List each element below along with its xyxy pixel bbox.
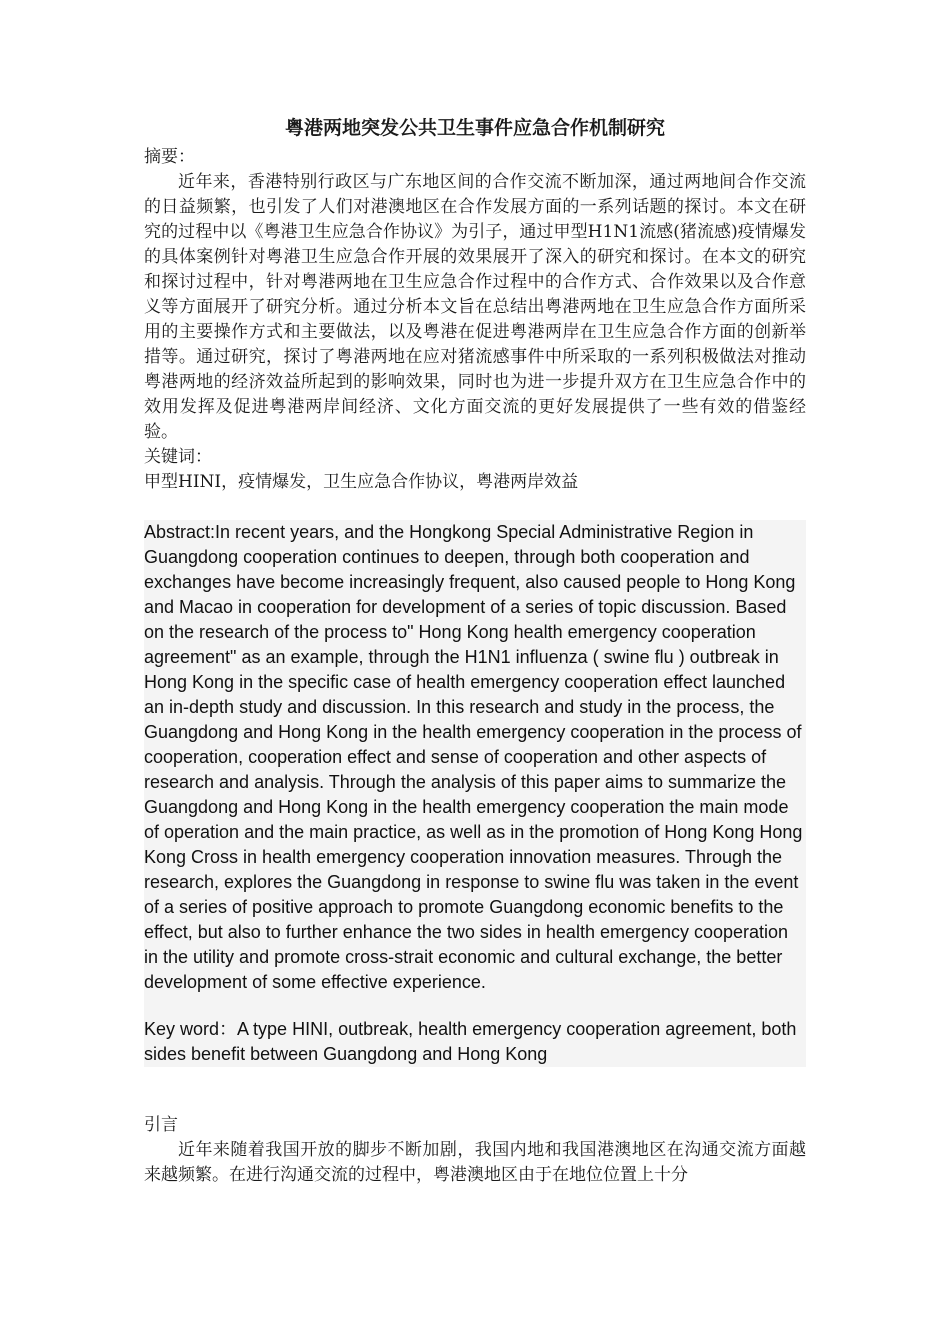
keywords-en-paragraph: Key word：A type HINI, outbreak, health emergency cooperation agreement, both sides benefit between Guangdong and Hong Kong	[144, 1019, 797, 1064]
abstract-cn-paragraph: 近年来，香港特别行政区与广东地区间的合作交流不断加深，通过两地间合作交流的日益频繁，也引发了人们对港澳地区在合作发展方面的一系列话题的探讨。本文在研究的过程中以《粤港卫生应急合作协议》为引子，通过甲型H1N1流感(猪流感)疫情爆发的具体案例针对粤港卫生应急合作开展的效果展开了深入的研究和探讨。在本文的研究和探讨过程中，针对粤港两地在卫生应急合作过程中的合作方式、合作效果以及合作意义等方面展开了研究分析。通过分析本文旨在总结出粤港两地在卫生应急合作方面所采用的主要操作方式和主要做法，以及粤港在促进粤港两岸在卫生应急合作方面的创新举措等。通过研究，探讨了粤港两地在应对猪流感事件中所采取的一系列积极做法对推动粤港两地的经济效益所起到的影响效果，同时也为进一步提升双方在卫生应急合作中的效用发挥及促进粤港两岸间经济、文化方面交流的更好发展提供了一些有效的借鉴经验。	[144, 172, 806, 442]
intro-heading: 引言	[144, 1115, 178, 1135]
document-title: 粤港两地突发公共卫生事件应急合作机制研究	[284, 117, 665, 139]
abstract-cn-label: 摘要：	[144, 147, 195, 167]
keywords-cn-label: 关键词：	[144, 447, 212, 467]
abstract-en-paragraph: Abstract:In recent years, and the Hongkong Special Administrative Region in Guangdong cooperation continues to deepen, through both cooperation and exchanges have become increasingly frequent, also caused people to Hong Kong and Macao in cooperation for development of a series of topic discussion. Based on the research of the process to" Hong Kong health emergency cooperation agreement" as an example, through the H1N1 influenza ( swine flu ) outbreak in Hong Kong in the specific case of health emergency cooperation effect launched an in-depth study and discussion. In this research and study in the process, the Guangdong and Hong Kong in the health emergency cooperation in the process of cooperation, cooperation effect and sense of cooperation and other aspects of research and analysis. Through the analysis of this paper aims to summarize the Guangdong and Hong Kong in the health emergency cooperation the main mode of operation and the main practice, as well as in the promotion of Hong Kong Hong Kong Cross in health emergency cooperation innovation measures. Through the research, explores the Guangdong in response to swine flu was taken in the event of a series of positive approach to promote Guangdong economic benefits to the effect, but also to further enhance the two sides in health emergency cooperation in the utility and promote cross-strait economic and cultural exchange, the better development of some effective experience.	[144, 522, 803, 992]
paragraph-spacer	[144, 995, 806, 1017]
abstract-en-section	[144, 520, 806, 1067]
document-page	[144, 111, 806, 1188]
intro-paragraph: 近年来随着我国开放的脚步不断加剧，我国内地和我国港澳地区在沟通交流方面越来越频繁。在进行沟通交流的过程中，粤港澳地区由于在地位位置上十分	[144, 1140, 806, 1185]
keywords-cn-text: 甲型HINI，疫情爆发，卫生应急合作协议，粤港两岸效益	[144, 472, 579, 492]
